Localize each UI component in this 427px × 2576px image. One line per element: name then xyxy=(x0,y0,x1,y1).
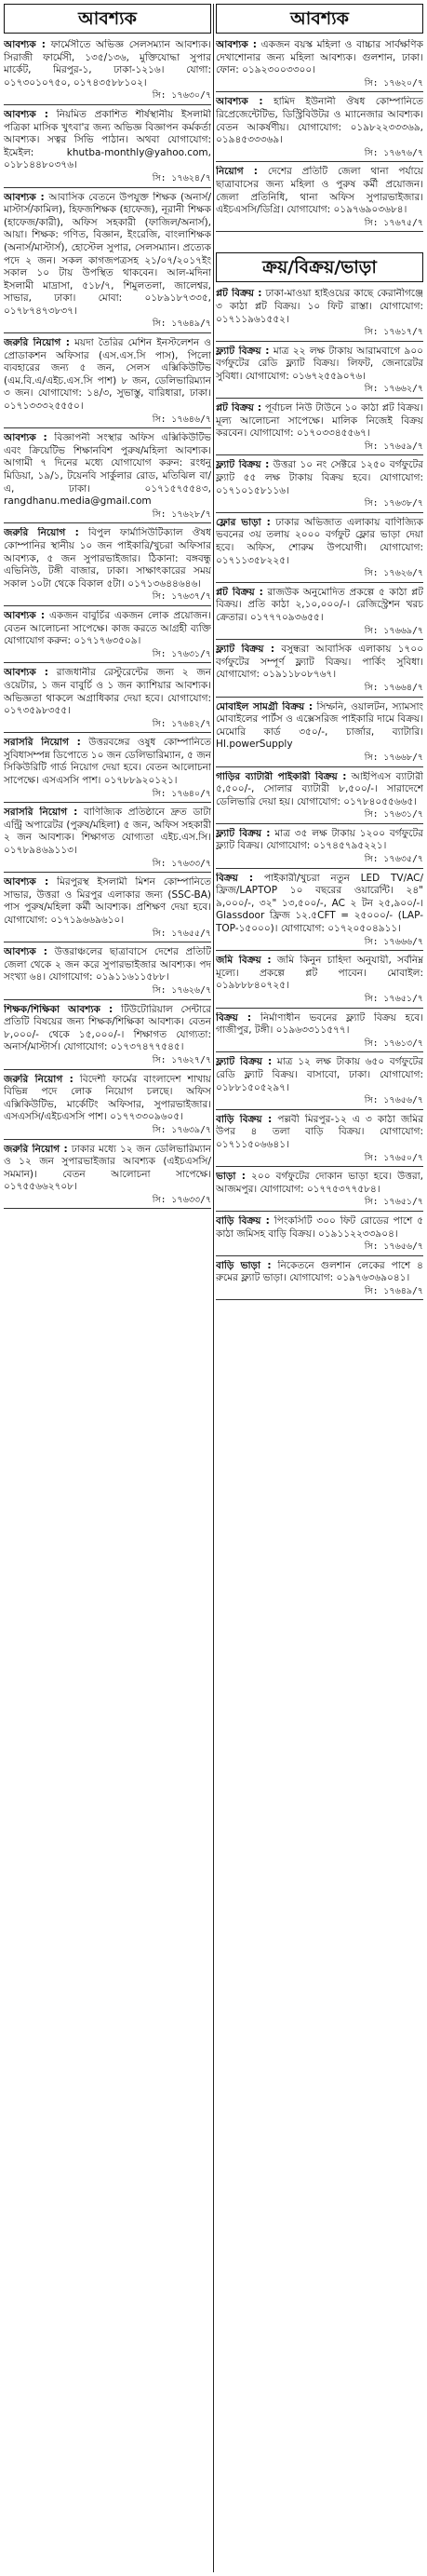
ad-reference: সি: ১৭৬৫৯/৭ xyxy=(364,441,423,452)
ad-lead: আবশ্যক : xyxy=(4,609,46,621)
ad-lead: আবশ্যক : xyxy=(4,432,47,444)
ad-reference: সি: ১৭৬১৩/৭ xyxy=(364,1037,423,1049)
right-column xyxy=(216,4,423,1304)
classified-ad xyxy=(4,432,211,523)
classified-ad xyxy=(216,771,423,824)
classified-ad xyxy=(216,517,423,583)
ad-body: জমি কিনুন চাহিদা অনুযায়ী, সর্বনিম্ন মূল্যে। প্রকল্পে প্লট পাবেন। মোবাইল: ০১৯৮৮৮৪০৭২৫। xyxy=(216,955,423,992)
classified-ad xyxy=(4,1144,211,1210)
ad-body: পিংকসিটি ৩০০ ফিট রোডের পাশে ৫ কাঠা জমিসহ বাড়ি বিক্রয়। ০১৯১১২২৩৩৯০৪। xyxy=(216,1214,423,1240)
ad-body: বসুন্ধরা আবাসিক এলাকায় ১৭০০ বর্গফুটের সম্পূর্ণ ফ্ল্যাট বিক্রয়। পার্কিং সুবিধা। যোগাযোগ: ০১৯১১৮০৮৭৬৭। xyxy=(216,644,423,681)
ad-body: ময়দা তৈরির মেশিন ইনস্টলেশন ও প্রোডাকশন অফিসার (এস.এস.সি পাস), পিলো ব্যবহারের জন্য ৫ জন, সেলস এক্সিকিউটিভ (এম.বি.এ/এইচ.এস.সি পাশ) ৮ জন, ডেলিভারিম্যান ৩ জন। যোগাযোগ: ১৪/৩, সুভাস্তু, বারিধারা, ঢাকা। ০১৭১৩৩৩২৫৫৫০। xyxy=(4,337,211,413)
ad-body: বিদেশী ফার্মের বাংলাদেশ শাখায় বিভিন্ন পদে লোক নিয়োগ চলছে। অফিস এক্সিকিউটিভ, মার্কেটিং অফিসার, সুপারভাইজার। এসএসসি/এইচএসসি পাশ। ০১৭৭৩৩০৯৬০৫। xyxy=(4,1073,211,1123)
section-header-wanted-2: আবশ্যক xyxy=(216,4,423,34)
ad-reference: সি: ১৭৬৩৩/৭ xyxy=(152,1194,211,1205)
classified-ad xyxy=(216,1056,423,1109)
classified-ad xyxy=(216,96,423,162)
ad-body: বিপুল ফার্মাসিউটিক্যাল ঔষধ কোম্পানির স্থানীয় ১০ জন পাইকারি/খুচরা অফিসার আবশ্যক, ৫ জন সুপারভাইজার। ঠিকানা: বঙ্গবন্ধু এভিনিউ, টঙ্গী বাজার, ঢাকা। সাক্ষাৎকারের সময় সকাল ১০টা থেকে বিকাল ৫টা। ০১৭১৩৬৪৪৬৪৬। xyxy=(4,527,211,590)
ad-lead: আবশ্যক : xyxy=(4,191,45,203)
classified-ad xyxy=(4,946,211,999)
ad-reference: সি: ১৭৬৪০/৭ xyxy=(152,788,211,799)
ad-body: নিয়মিত প্রকাশিত শীর্ষস্থানীয় ইসলামী পত্রিকা মাসিক খুৎবা'র জন্য অভিজ্ঞ বিজ্ঞাপন কর্মকর্তা আবশ্যক। সত্বর সিভি পাঠান। অথবা যোগাযোগ: ইমেইল: khutba-monthly@yahoo.com, ০১৮১৪৪৮০৩৭৬। xyxy=(4,108,211,171)
classified-ad xyxy=(4,109,211,188)
ad-body: নির্মাণাধীন ভবনের ফ্ল্যাট বিক্রয় হবে। গাজীপুর, টঙ্গী। ০১৯৬৩৩১১৫৭৭। xyxy=(216,1011,423,1037)
left-ad-list xyxy=(4,39,211,1209)
ad-reference: সি: ১৭৬৪৬/৭ xyxy=(152,414,211,425)
left-column xyxy=(4,4,211,1213)
ad-reference: সি: ১৭৬৩৩/৭ xyxy=(152,858,211,869)
ad-lead: বাড়ি বিক্রয় : xyxy=(216,1113,273,1125)
ad-body: ঢাকার অভিজাত এলাকায় বাণিজ্যিক ভবনের ৩য় তলায় ২০০০ বর্গফুট ফ্লোর ভাড়া দেয়া হবে। অফিস, শোরুম উপযোগী। যোগাযোগ: ০১৭১১৩৫৮২২৫। xyxy=(216,516,423,566)
ad-lead: জরুরি নিয়োগ : xyxy=(4,527,79,539)
ad-lead: বাড়ি ভাড়া : xyxy=(216,1259,272,1271)
classified-ad xyxy=(216,288,423,341)
ad-reference: সি: ১৭৬৫৫/৭ xyxy=(152,928,211,939)
ad-lead: প্লট বিক্রয় : xyxy=(216,586,263,598)
ad-lead: সরাসরি নিয়োগ : xyxy=(4,737,81,749)
ad-lead: আবশ্যক : xyxy=(4,876,49,888)
section-gap xyxy=(216,236,423,252)
ad-reference: সি: ১৭৬৪৯/৭ xyxy=(152,319,211,330)
classified-ad xyxy=(4,1074,211,1140)
ad-reference: সি: ১৭৬৩০/৭ xyxy=(152,90,211,102)
ad-lead: জরুরি নিয়োগ : xyxy=(4,337,70,349)
ad-body: পূর্বাচল নিউ টাউনে ১০ কাঠা প্লট বিক্রয়। মূল্য আলোচনা সাপেক্ষে। মালিক নিজেই বিক্রয় করবেন। যোগাযোগ: ০১৭০৩৩৪৫৫৬৭। xyxy=(216,402,423,440)
ad-lead: আবশ্যক : xyxy=(216,96,263,108)
ad-lead: ভাড়া : xyxy=(216,1171,246,1183)
classified-ad xyxy=(4,807,211,873)
ad-lead: জমি বিক্রয় : xyxy=(216,955,272,967)
ad-reference: সি: ১৭৬৪৯/৭ xyxy=(364,1285,423,1296)
ad-lead: জরুরি নিয়োগ : xyxy=(4,1073,73,1085)
classified-ad xyxy=(216,1215,423,1256)
ad-reference: সি: ১৭৬২৬/৭ xyxy=(364,568,423,579)
ad-reference: সি: ১৭৬৬৬/৭ xyxy=(364,936,423,947)
section-header-wanted: আবশ্যক xyxy=(4,4,211,34)
ad-lead: আবশ্যক : xyxy=(4,39,46,50)
classified-ad xyxy=(216,1171,423,1212)
classified-ad xyxy=(216,587,423,640)
classified-ad xyxy=(4,337,211,428)
classified-ad xyxy=(4,527,211,606)
ad-body: ঢাকা-মাওয়া হাইওয়ের কাছে কেরানীগঞ্জে ৩ কাঠা প্লট বিক্রয়। ১০ ফিট রাস্তা। যোগাযোগ: ০১৭১১৯৬১৫৫২। xyxy=(216,288,423,325)
ad-reference: সি: ১৭৬২৬/৭ xyxy=(152,984,211,996)
ad-body: সিম্ফনি, ওয়ালটন, স্যামসাং মোবাইলের পার্টস ও এক্সেসরিজ পাইকারি দামে বিক্রয়। মেমোরি কার্ড ৩৫০/-, চার্জার, ব্যাটারি। HI.powerSupply xyxy=(216,700,423,751)
ad-reference: সি: ১৭৬৭৫/৭ xyxy=(364,217,423,228)
classified-ad xyxy=(216,1260,423,1301)
ad-reference: সি: ১৭৬৫৬/৭ xyxy=(364,1095,423,1106)
classified-ad xyxy=(4,1004,211,1070)
ad-lead: আবশ্যক : xyxy=(4,667,48,679)
ad-lead: বাড়ি বিক্রয় : xyxy=(216,1214,270,1227)
classified-ad xyxy=(216,346,423,399)
ad-body: রাজউক অনুমোদিত প্রকল্পে ৫ কাঠা প্লট বিক্রয়। প্রতি কাঠা ২,১০,০০০/-। রেজিস্ট্রেশন খরচ ক্রেতার। ০১৭৭৭০৯৩৬৫৫। xyxy=(216,586,423,623)
right-top-ad-list xyxy=(216,39,423,232)
ad-lead: সরাসরি নিয়োগ : xyxy=(4,807,78,819)
ad-body: মাত্র ৩৫ লক্ষ টাকায় ১২০০ বর্গফুটের ফ্ল্যাট বিক্রয়। যোগাযোগ: ০১৭৪৫৭৯৫২২১। xyxy=(216,827,423,852)
ad-reference: সি: ১৭৬৬৯/৭ xyxy=(364,625,423,636)
ad-body: ২০০ বর্গফুটের দোকান ভাড়া হবে। উত্তরা, আজমপুর। যোগাযোগ: ০১৭৭৫৩৭৭৫৮৪। xyxy=(216,1171,423,1195)
ad-lead: বিক্রয় : xyxy=(216,1011,252,1024)
ad-body: মাত্র ১২ লক্ষ টাকায় ৬৫০ বর্গফুটের রেডি ফ্ল্যাট বিক্রয়। বাসাবো, ঢাকা। যোগাযোগ: ০১৮৮১৫০৫২৯৭। xyxy=(216,1056,423,1093)
ad-lead: আবশ্যক : xyxy=(4,108,48,120)
classified-ad xyxy=(216,39,423,92)
ad-reference: সি: ১৭৬৬২/৭ xyxy=(364,384,423,395)
classified-ad xyxy=(4,876,211,942)
classified-ad xyxy=(216,701,423,767)
ad-lead: মোবাইল সামগ্রী বিক্রয় : xyxy=(216,700,314,712)
classified-ad xyxy=(4,610,211,663)
classified-ad xyxy=(216,402,423,455)
ad-lead: ফ্ল্যাট বিক্রয় : xyxy=(216,644,275,656)
ad-reference: সি: ১৭৬৩৮/৭ xyxy=(364,498,423,509)
ad-reference: সি: ১৭৬৩১/৭ xyxy=(364,809,423,820)
classified-ad xyxy=(216,828,423,869)
ad-body: আবাসিক বেতনে উপযুক্ত শিক্ষক (অনার্স/মাস্টার্স/কামিল), হিফজশিক্ষক (হাফেজ), নূরানী শিক্ষক (হাফেজ/কারী), অফিস সহকারী (ফাজিল/অনার্স), আয়া। শিক্ষক: গণিত, বিজ্ঞান, ইংরেজি, বাংলাশিক্ষক (অনার্স/মাস্টার্স), হোস্টেল সুপার, সেলসম্যান। প্রত্যেক পদে ২ জন। সকল কাগজপত্রসহ ২১/০৭/২০১৭ইং সকাল ১০ টায় উপস্থিত থাকবেন। আল-মদিনা ইসলামী মাদ্রাসা, ৫১৮/৭, শিমুলতলা, জালেশ্বর, সাভার, ঢাকা। মোবা: ০১৮৯১৮৭৩৩৫, ০১৭৮৭৪৭৩৮৩৭। xyxy=(4,191,211,317)
ad-reference: সি: ১৭৬৬৮/৭ xyxy=(364,752,423,763)
ad-body: উত্তরাঞ্চলের ছাত্রাবাসে দেশের প্রতিটি জেলা থেকে ২ জন করে সুপারভাইজার আবশ্যক। পদ সংখ্যা ৬৪। যোগাযোগ: ০১৯১১৬১১৫৮৮। xyxy=(4,946,211,983)
ad-reference: সি: ১৭৬১৭/৭ xyxy=(364,327,423,338)
ad-lead: ফ্ল্যাট বিক্রয় : xyxy=(216,459,270,471)
ad-body: উত্তরা ১০ নং সেক্টরে ১২৫০ বর্গফুটের ফ্ল্যাট ৫৫ লক্ষ টাকায় বিক্রয় হবে। যোগাযোগ: ০১৭১০১৫৮১১৬। xyxy=(216,459,423,496)
ad-body: পল্লবী মিরপুর-১২ এ ৩ কাঠা জমির উপর ৪ তলা বাড়ি বিক্রয়। যোগাযোগ: ০১৭১১৫০৬৬৪১। xyxy=(216,1113,423,1150)
ad-lead: ফ্লোর ভাড়া : xyxy=(216,516,271,528)
section-header-buy-sell-rent: ক্রয়/বিক্রয়/ভাড়া xyxy=(216,252,423,282)
ad-body: ফার্মেসীতে অভিজ্ঞ সেলসম্যান আবশ্যক। সিরাজী ফার্মেসী, ১৩৫/১৩৬, মুক্তিযোদ্ধা সুপার মার্কেট, মিরপুর-১, ঢাকা-১২১৬। যোগা: ০১৭৩০১০৭৫০, ০১৭৪৩৫৮৮১০২। xyxy=(4,39,211,88)
ad-reference: সি: ১৭৬৩৭/৭ xyxy=(152,591,211,603)
classified-ad xyxy=(216,955,423,1008)
ad-reference: সি: ১৭৬৪২/৭ xyxy=(152,718,211,729)
ad-reference: সি: ১৭৬৫০/৭ xyxy=(364,1152,423,1163)
classified-ad xyxy=(216,873,423,952)
ad-lead: জরুরি নিয়োগ : xyxy=(4,1143,68,1155)
ad-body: পাইকারী/খুচরা নতুন LED TV/AC/ফ্রিজ/LAPTOP ১০ বছরের ওয়ারেন্টি। ২৪" ৯,০০০/-, ৩২" ১৩,৫০০/-, AC ২ টন ২৫,৯০০/-। Glassdoor ফ্রিজ ১২.৫CFT = ২৫০০০/- (LAP-TOP-১৫০০০)। যোগাযোগ: ০১৭২০৫০৪৯১১। xyxy=(216,872,423,935)
ad-body: টিউটোরিয়াল সেন্টারে প্রতিটি বিষয়ের জন্য শিক্ষক/শিক্ষিকা আবশ্যক। বেতন ৮,০০০/- থেকে ১৫,০০০/-। শিক্ষাগত যোগ্যতা: অনার্স/মাস্টার্স। যোগাযোগ: ০১৭৩৭৪৭৭৫৪৫। xyxy=(4,1003,211,1053)
classified-ad xyxy=(216,1012,423,1053)
ad-reference: সি: ১৭৬৩১/৭ xyxy=(152,648,211,659)
column-divider xyxy=(213,4,214,2572)
ad-body: মাত্র ২২ লক্ষ টাকায় আরামবাগে ৯০০ বর্গফুটের রেডি ফ্ল্যাট বিক্রয়। লিফট, জেনারেটর সুবিধা। যোগাযোগ: ০১৬৭২৫৫৯০৭৬। xyxy=(216,345,423,382)
ad-reference: সি: ১৭৬৭৬/৭ xyxy=(364,147,423,158)
ad-reference: সি: ১৭৬৩৯/৭ xyxy=(152,1124,211,1135)
ad-body: বিজ্ঞাপনী সংস্থার অফিস এক্সিকিউটিভ এবং ক্রিয়েটিভ শিক্ষানবিশ পুরুষ/মহিলা আবশ্যক। আগামী ৭ দিনের মধ্যে যোগাযোগ করুন: রংধনু মিডিয়া, ১৯/১, টয়েনবি সার্কুলার রোড, মতিঝিল বা/এ, ঢাকা। ০১৭১৫৭৫৫৪৩, rangdhanu.media@gmail.com xyxy=(4,432,211,508)
ad-body: বাণিজ্যিক প্রতিষ্ঠানে দ্রুত ডাটা এন্ট্রি অপারেটর (পুরুষ/মহিলা) ৫ জন, অফিস সহকারী ২ জন আবশ্যক। শিক্ষাগত যোগ্যতা এইচ.এস.সি। ০১৭৮৯৪৬৯১১৩। xyxy=(4,807,211,857)
ad-reference: সি: ১৭৬৫৬/৭ xyxy=(364,1241,423,1253)
ad-reference: সি: ১৭৬৩৫/৭ xyxy=(364,854,423,865)
classified-ad xyxy=(216,1114,423,1167)
classified-ad xyxy=(216,644,423,697)
classified-ad xyxy=(4,39,211,105)
classified-ad xyxy=(4,737,211,803)
ad-body: নিকেতনে গুলশান লেকের পাশে ৪ রুমের ফ্ল্যাট ভাড়া। যোগাযোগ: ০১৯৭৬৩৬৯০৪১। xyxy=(216,1259,423,1284)
ad-reference: সি: ১৭৬২০/৭ xyxy=(364,77,423,88)
ad-body: একজন বাবুর্চির একজন লোক প্রয়োজন। বেতন আলোচনা সাপেক্ষে। কাজ করতে আগ্রহী ব্যক্তি যোগাযোগ করুন: ০১৭১৭৬৩৫০৯। xyxy=(4,609,211,647)
ad-body: ঢাকার মধ্যে ১২ জন ডেলিভারিম্যান ও ১২ জন সুপারভাইজার আবশ্যক (এইচএসসি/সমমান)। বেতন আলোচনা সাপেক্ষে। ০১৭৫৫৬৬২৭০৮। xyxy=(4,1143,211,1193)
ad-lead: ফ্ল্যাট বিক্রয় : xyxy=(216,345,270,357)
ad-reference: সি: ১৭৬৫১/৭ xyxy=(364,1197,423,1208)
ad-reference: সি: ১৭৬২৮/৭ xyxy=(152,508,211,520)
classified-ad xyxy=(4,667,211,733)
ad-body: দেশের প্রতিটি জেলা থানা পর্যায়ে ছাত্রাবাসের জন্য মহিলা ও পুরুষ কর্মী প্রয়োজন। জেলা প্রতিনিধি, থানা অফিস সুপারভাইজার। এইচএসসি/ডিগ্রি। যোগাযোগ: ০১৯৭৬৯০৩৬৮৪। xyxy=(216,166,423,216)
right-bottom-ad-list xyxy=(216,288,423,1300)
classified-ad xyxy=(4,192,211,334)
ad-body: আইপিএস ব্যাটারী ৫,৫০০/-, সোলার ব্যাটারী ৮,৫০০/-। সারাদেশে ডেলিভারি দেয়া হয়। যোগাযোগ: ০১৭৮৪০৫৫৬৬৫। xyxy=(216,770,423,807)
classified-ad xyxy=(216,166,423,232)
ad-lead: নিয়োগ : xyxy=(216,166,258,178)
ad-body: মিরপুরস্থ ইসলামী মিশন কোম্পানিতে সাভার, উত্তরা ও মিরপুর এলাকার জন্য (SSC-BA) পাস পুরুষ/মহিলা কর্মী আবশ্যক। প্রশিক্ষণ দেয়া হবে। যোগাযোগ: ০১৭১৯৬৬৯৬১০। xyxy=(4,876,211,926)
ad-lead: প্লট বিক্রয় : xyxy=(216,402,262,414)
ad-lead: আবশ্যক : xyxy=(216,39,257,50)
ad-lead: ফ্ল্যাট বিক্রয় : xyxy=(216,827,271,839)
ad-lead: শিক্ষক/শিক্ষিকা আবশ্যক : xyxy=(4,1003,113,1015)
ad-body: একজন বয়স্ক মহিলা ও বাচ্চার সার্বক্ষণিক দেখাশোনার জন্য মহিলা আবশ্যক। গুলশান, ঢাকা। ফোন: ০১৯২৩০০৩৩০০। xyxy=(216,39,423,76)
ad-reference: সি: ১৭৬৬৪/৭ xyxy=(364,682,423,693)
classified-page xyxy=(4,4,423,2572)
ad-reference: সি: ১৭৬৫১/৭ xyxy=(364,994,423,1004)
ad-lead: বিক্রয় : xyxy=(216,872,254,884)
ad-lead: প্লট বিক্রয় : xyxy=(216,288,262,300)
ad-body: রাজধানীর রেস্টুরেন্টের জন্য ২ জন ওয়েটার, ১ জন বাবুর্চি ও ১ জন ক্যাশিয়ার আবশ্যক। অভিজ্ঞতা থাকলে অগ্রাধিকার দেয়া হবে। যোগাযোগ: ০১৭৩৫৯৮৩৫৫। xyxy=(4,667,211,717)
ad-lead: আবশ্যক : xyxy=(4,946,47,958)
classified-ad xyxy=(216,459,423,512)
ad-reference: সি: ১৭৬২৭/৭ xyxy=(152,1054,211,1065)
ad-reference: সি: ১৭৬২৪/৭ xyxy=(152,172,211,183)
ad-lead: গাড়ির ব্যাটারী পাইকারী বিক্রয় : xyxy=(216,770,347,782)
ad-lead: ফ্ল্যাট বিক্রয় : xyxy=(216,1056,273,1068)
ad-body: উত্তরবঙ্গের ওষুধ কোম্পানিতে সুবিধাসম্পন্ন ডিপোতে ১০ জন ডেলিভারিম্যান, ৫ জন সিকিউরিটি গার্ড নিয়োগ দেয়া হবে। বেতন আলোচনা সাপেক্ষে। এসএসসি পাশ। ০১৭৮৮৯২০১২১। xyxy=(4,737,211,787)
ad-body: হামিদ ইউনানী ঔষধ কোম্পানিতে রিপ্রেজেন্টেটিভ, ডিস্ট্রিবিউটর ও ম্যানেজার আবশ্যক। বেতন আকর্ষণীয়। যোগাযোগ: ০১৯৮২২৩৩৩৬৯, ০১৯৪৫৩৩৩৬৯। xyxy=(216,96,423,146)
